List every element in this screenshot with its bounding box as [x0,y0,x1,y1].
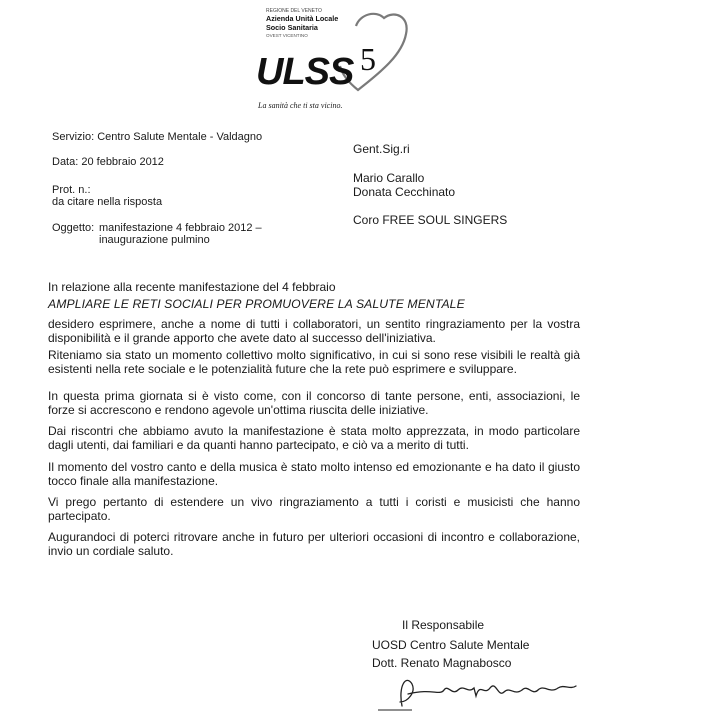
handwritten-signature [372,666,588,714]
body-title: AMPLIARE LE RETI SOCIALI PER PROMUOVERE LA SALUTE MENTALE [48,297,465,311]
servizio-line: Servizio: Centro Salute Mentale - Valdagno [52,131,263,143]
recipient-name-2: Donata Cecchinato [353,185,456,199]
body-paragraph-2: Riteniamo sia stato un momento collettivo molto significativo, in cui si sono rese visibili le realtà già esistenti nella rete sociale e le potenzialità future che la rete può esprimere e sviluppare. [48,348,580,376]
body-intro: In relazione alla recente manifestazione del 4 febbraio [48,280,336,294]
logo-number-text: 5 [360,41,376,77]
logo-region-text: REGIONE DEL VENETO [266,8,322,14]
logo-ovest-text: OVEST VICENTINO [266,33,308,38]
signoff-name: Dott. Renato Magnabosco [372,656,512,670]
oggetto-line2: inaugurazione pulmino [99,234,210,246]
logo-socio-text: Socio Sanitaria [266,23,318,32]
signoff-unit: UOSD Centro Salute Mentale [372,638,530,652]
body-paragraph-4: Dai riscontri che abbiamo avuto la manifestazione è stata molto apprezzata, in modo particolare dagli utenti, dai familiari e da quanti hanno partecipato, e ciò va a merito di tutti. [48,424,580,452]
recipient-group: Coro FREE SOUL SINGERS [353,213,508,227]
body-paragraph-7: Augurandoci di poterci ritrovare anche in futuro per ulteriori occasioni di incontro e collaborazione, invio un cordiale saluto. [48,530,580,558]
logo-tagline-text: La sanità che ti sta vicino. [258,101,343,110]
oggetto-label: Oggetto: [52,222,95,234]
logo-brand-text: ULSS [256,51,354,93]
date-line: Data: 20 febbraio 2012 [52,156,164,168]
body-paragraph-5: Il momento del vostro canto e della musica è stato molto intenso ed emozionante e ha dato il giusto tocco finale alla manifestazione. [48,460,580,488]
prot-note: da citare nella risposta [52,196,163,208]
recipient-salutation: Gent.Sig.ri [353,142,410,156]
recipient-name-1: Mario Carallo [353,171,425,185]
body-paragraph-1: desidero esprimere, anche a nome di tutti i collaboratori, un sentito ringraziamento per la vostra disponibilità e il grande apporto che avete dato al successo dell'iniziativa. [48,317,580,345]
oggetto-line1: manifestazione 4 febbraio 2012 – [99,222,262,234]
logo-azienda-text: Azienda Unità Locale [266,14,339,23]
body-paragraph-6: Vi prego pertanto di estendere un vivo ringraziamento a tutti i coristi e musicisti che hanno partecipato. [48,495,580,523]
prot-label: Prot. n.: [52,184,91,196]
ulss-logo [248,4,418,116]
body-paragraph-3: In questa prima giornata si è visto come, con il concorso di tante persone, enti, associazioni, le forze si accrescono e rendono agevole un'ottima riuscita delle iniziative. [48,389,580,417]
signoff-role: Il Responsabile [402,618,485,632]
